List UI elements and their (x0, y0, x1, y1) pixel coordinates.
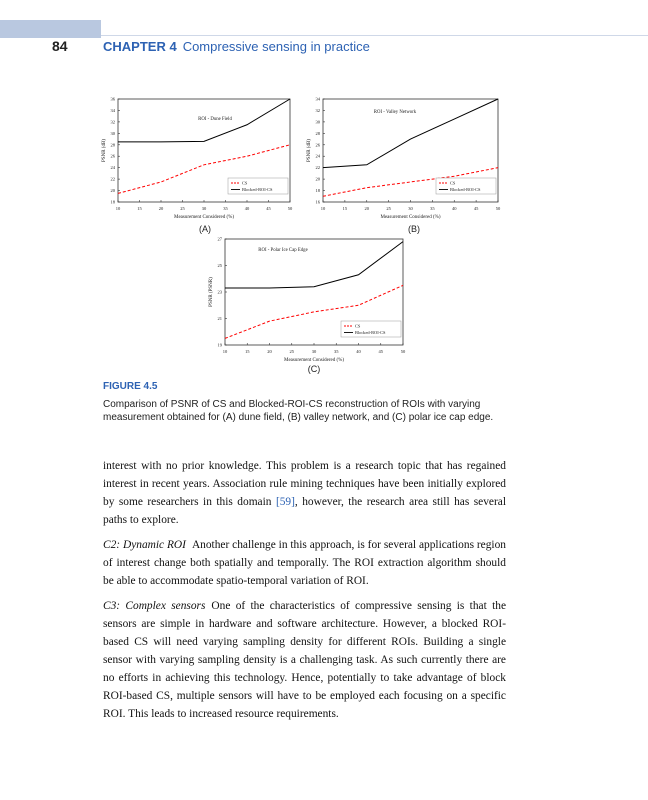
x-tick-label: 50 (287, 206, 293, 211)
x-axis-label: Measurement Considered (%) (284, 358, 344, 363)
x-tick-label: 20 (158, 206, 164, 211)
x-tick-label: 10 (222, 349, 228, 354)
x-tick-label: 40 (244, 206, 250, 211)
paragraph-1-text: interest with no prior knowledge. This problem is a research topic that has regained interest in recent years. Association rule mining techniques have been initially explored by some researchers in this domain (103, 460, 506, 508)
run-in-heading-c2: C2: Dynamic ROI (103, 539, 186, 551)
x-tick-label: 20 (364, 206, 369, 211)
x-tick-label: 30 (201, 206, 207, 211)
y-tick-label: 24 (110, 165, 115, 171)
x-axis-label: Measurement Considered (%) (174, 215, 234, 220)
x-tick-label: 45 (378, 349, 383, 354)
x-tick-label: 40 (452, 206, 457, 211)
x-tick-label: 35 (430, 206, 435, 211)
paragraph-c3 (103, 597, 506, 723)
legend-label: Blocked-ROI-CS (450, 187, 481, 193)
page-number: 84 (52, 38, 68, 54)
chart-3 (225, 239, 403, 345)
x-tick-label: 15 (245, 349, 250, 354)
x-tick-label: 30 (311, 349, 317, 354)
body-text (103, 457, 506, 730)
legend-label: CS (242, 180, 248, 186)
x-tick-label: 40 (356, 349, 361, 354)
citation-link[interactable]: [59] (275, 496, 295, 508)
panel-label: (C) (307, 364, 321, 374)
y-tick-label: 22 (110, 176, 115, 182)
y-tick-label: 18 (110, 199, 115, 205)
y-tick-label: 19 (217, 342, 222, 348)
panel-label: (A) (199, 224, 211, 234)
x-tick-label: 25 (386, 206, 391, 211)
y-tick-label: 21 (217, 316, 222, 321)
x-tick-label: 10 (320, 206, 326, 211)
x-tick-label: 50 (400, 349, 406, 354)
x-tick-label: 35 (223, 206, 228, 211)
x-tick-label: 50 (495, 206, 501, 211)
chart-title: ROI - Dune Field (198, 117, 232, 122)
y-tick-label: 26 (110, 153, 115, 159)
figure-4-5 (0, 0, 648, 380)
paragraph-1 (103, 457, 506, 529)
x-tick-label: 25 (289, 349, 294, 354)
y-tick-label: 27 (217, 236, 222, 242)
x-tick-label: 10 (115, 206, 121, 211)
x-tick-label: 25 (180, 206, 185, 211)
y-tick-label: 24 (315, 153, 320, 159)
y-tick-label: 34 (110, 107, 115, 113)
x-tick-label: 15 (342, 206, 348, 211)
y-axis-label: PSNR (PSNR) (209, 277, 214, 307)
y-tick-label: 32 (315, 107, 320, 113)
chart-title: ROI - Valley Network (373, 110, 417, 115)
y-tick-label: 30 (110, 130, 115, 136)
y-tick-label: 34 (315, 96, 320, 102)
y-tick-label: 28 (110, 142, 115, 148)
legend-label: Blocked-ROI-CS (242, 187, 273, 193)
y-tick-label: 36 (110, 96, 115, 102)
run-in-heading-c3: C3: Complex sensors (103, 600, 206, 612)
paragraph-c3-text: One of the characteristics of compressive sensing is that the sensors are simple in hardware and software architecture. However, a blocked ROI-based CS will need varying sampling density for different ROIs. Building a single sensor with varying sampling density is a challenging task. As such currently there are no efforts in achieving this technology. Hence, potentially to take advantage of block ROI-based CS, multiple sensors will have to be employed each focusing on a specific ROI. This leads to increased resource requirements. (103, 600, 507, 720)
x-tick-label: 30 (408, 206, 413, 211)
chart-title: ROI - Polar Ice Cap Edge (258, 248, 308, 253)
figure-caption: Comparison of PSNR of CS and Blocked-ROI-CS reconstruction of ROIs with varying measurement obtained for (A) dune field, (B) valley network, and (C) polar ice cap edge. (103, 399, 494, 423)
y-tick-label: 30 (315, 119, 320, 125)
y-tick-label: 28 (315, 130, 320, 136)
y-tick-label: 22 (315, 165, 320, 171)
panel-label: (B) (408, 224, 420, 234)
x-tick-label: 45 (473, 206, 479, 211)
paragraph-c2 (103, 536, 506, 590)
legend-label: CS (355, 323, 361, 329)
y-tick-label: 18 (315, 188, 320, 194)
paragraph-c2-text: Another challenge in this approach, is for several applications region of interest change both spatially and temporally. The ROI extraction algorithm should be able to accommodate spatio-temporal variation of ROI. (103, 539, 506, 587)
y-tick-label: 25 (217, 263, 222, 268)
y-tick-label: 20 (315, 176, 320, 182)
legend-label: Blocked-ROI-CS (355, 330, 386, 336)
y-axis-label: PSNR (dB) (307, 139, 312, 162)
y-axis-label: PSNR (dB) (102, 139, 107, 162)
y-tick-label: 23 (217, 289, 222, 295)
x-tick-label: 15 (137, 206, 142, 211)
chapter-title: Compressive sensing in practice (182, 39, 370, 54)
x-axis-label: Measurement Considered (%) (380, 215, 441, 220)
chapter-label: CHAPTER 4 (103, 39, 177, 54)
paragraph-1-end: , however, the research area still has several paths to explore. (103, 496, 506, 526)
y-tick-label: 26 (315, 142, 320, 148)
x-tick-label: 45 (266, 206, 271, 211)
series-line-blocked-roi-cs (225, 242, 403, 288)
y-tick-label: 32 (110, 119, 115, 125)
y-tick-label: 16 (315, 199, 320, 205)
figure-label: FIGURE 4.5 (103, 381, 158, 392)
x-tick-label: 20 (267, 349, 272, 354)
y-tick-label: 20 (110, 188, 115, 194)
legend-label: CS (450, 180, 456, 186)
x-tick-label: 35 (334, 349, 339, 354)
